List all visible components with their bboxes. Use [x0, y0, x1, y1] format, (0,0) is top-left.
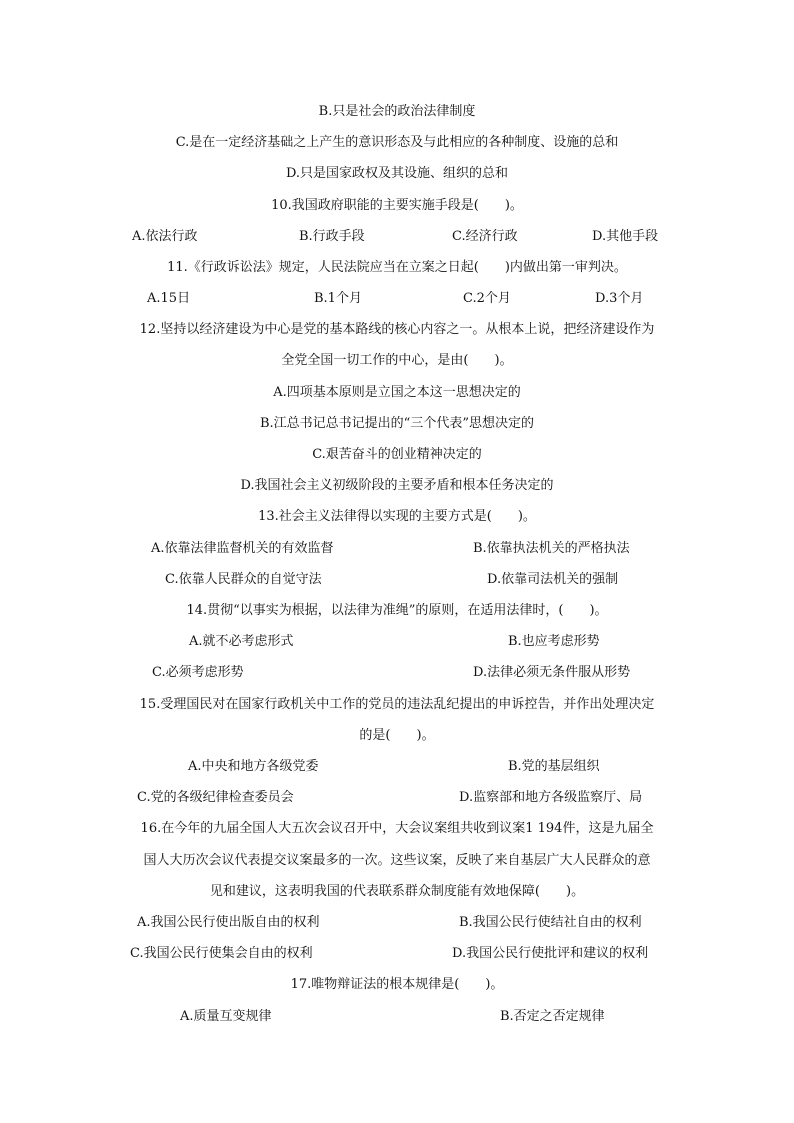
question-10: 10.我国政府职能的主要实施手段是( )。	[271, 198, 523, 213]
question-16-line-1: 16.在今年的九届全国人大五次会议召开中，大会议案组共收到议案1 194件，这是九届全	[140, 821, 654, 836]
q13-option-a: A.依靠法律监督机关的有效监督	[151, 541, 334, 556]
q16-option-c: C.我国公民行使集会自由的权利	[130, 946, 313, 961]
q9-option-d: D.只是国家政权及其设施、组织的总和	[285, 166, 509, 181]
q16-option-b: B.我国公民行使结社自由的权利	[459, 915, 642, 930]
q13-option-c: C.依靠人民群众的自觉守法	[165, 572, 322, 587]
q9-option-b: B.只是社会的政治法律制度	[318, 104, 476, 119]
q10-option-b: B.行政手段	[299, 229, 365, 244]
q10-option-d: D.其他手段	[592, 229, 659, 244]
q14-option-c: C.必须考虑形势	[152, 665, 244, 680]
q10-option-a: A.依法行政	[132, 229, 198, 244]
question-16-line-2: 国人大历次会议代表提交议案最多的一次。这些议案，反映了来自基层广大人民群众的意	[143, 853, 651, 868]
question-12-line-1: 12.坚持以经济建设为中心是党的基本路线的核心内容之一。从根本上说，把经济建设作为	[139, 322, 655, 337]
question-13: 13.社会主义法律得以实现的主要方式是( )。	[258, 509, 536, 524]
q17-option-b: B.否定之否定规律	[500, 1009, 605, 1024]
q12-option-c: C.艰苦奋斗的创业精神决定的	[312, 447, 482, 462]
q15-option-a: A.中央和地方各级党委	[188, 759, 319, 774]
q13-option-b: B.依靠执法机关的严格执法	[473, 541, 630, 556]
q11-option-c: C.2个月	[463, 291, 511, 306]
q10-option-c: C.经济行政	[452, 229, 518, 244]
q14-option-d: D.法律必须无条件服从形势	[473, 665, 631, 680]
q17-option-a: A.质量互变规律	[180, 1009, 272, 1024]
question-15-line-2: 的是( )。	[359, 728, 435, 743]
q11-option-a: A.15日	[147, 291, 191, 306]
q16-option-d: D.我国公民行使批评和建议的权利	[452, 946, 649, 961]
question-15-line-1: 15.受理国民对在国家行政机关中工作的党员的违法乱纪提出的申诉控告，并作出处理决定	[139, 697, 655, 712]
q16-option-a: A.我国公民行使出版自由的权利	[137, 915, 320, 930]
q15-option-d: D.监察部和地方各级监察厅、局	[459, 790, 643, 805]
q11-option-b: B.1个月	[314, 291, 362, 306]
q15-option-b: B.党的基层组织	[508, 759, 600, 774]
q14-option-a: A.就不必考虑形式	[189, 634, 294, 649]
q12-option-b: B.江总书记总书记提出的“三个代表”思想决定的	[260, 416, 534, 431]
q15-option-c: C.党的各级纪律检查委员会	[137, 790, 294, 805]
q13-option-d: D.依靠司法机关的强制	[487, 572, 619, 587]
q12-option-a: A.四项基本原则是立国之本这一思想决定的	[273, 385, 521, 400]
question-11: 11.《行政诉讼法》规定，人民法院应当在立案之日起( )内做出第一审判决。	[167, 260, 627, 275]
q12-option-d: D.我国社会主义初级阶段的主要矛盾和根本任务决定的	[240, 478, 554, 493]
question-14: 14.贯彻“以事实为根据，以法律为准绳”的原则，在适用法律时，( )。	[186, 603, 608, 618]
q11-option-d: D.3个月	[595, 291, 644, 306]
question-12-line-2: 全党全国一切工作的中心，是由( )。	[281, 353, 513, 368]
q14-option-b: B.也应考虑形势	[508, 634, 600, 649]
question-16-line-3: 见和建议，这表明我国的代表联系群众制度能有效地保障( )。	[209, 884, 585, 899]
question-17: 17.唯物辩证法的根本规律是( )。	[290, 977, 504, 992]
q9-option-c: C.是在一定经济基础之上产生的意识形态及与此相应的各种制度、设施的总和	[175, 135, 619, 150]
